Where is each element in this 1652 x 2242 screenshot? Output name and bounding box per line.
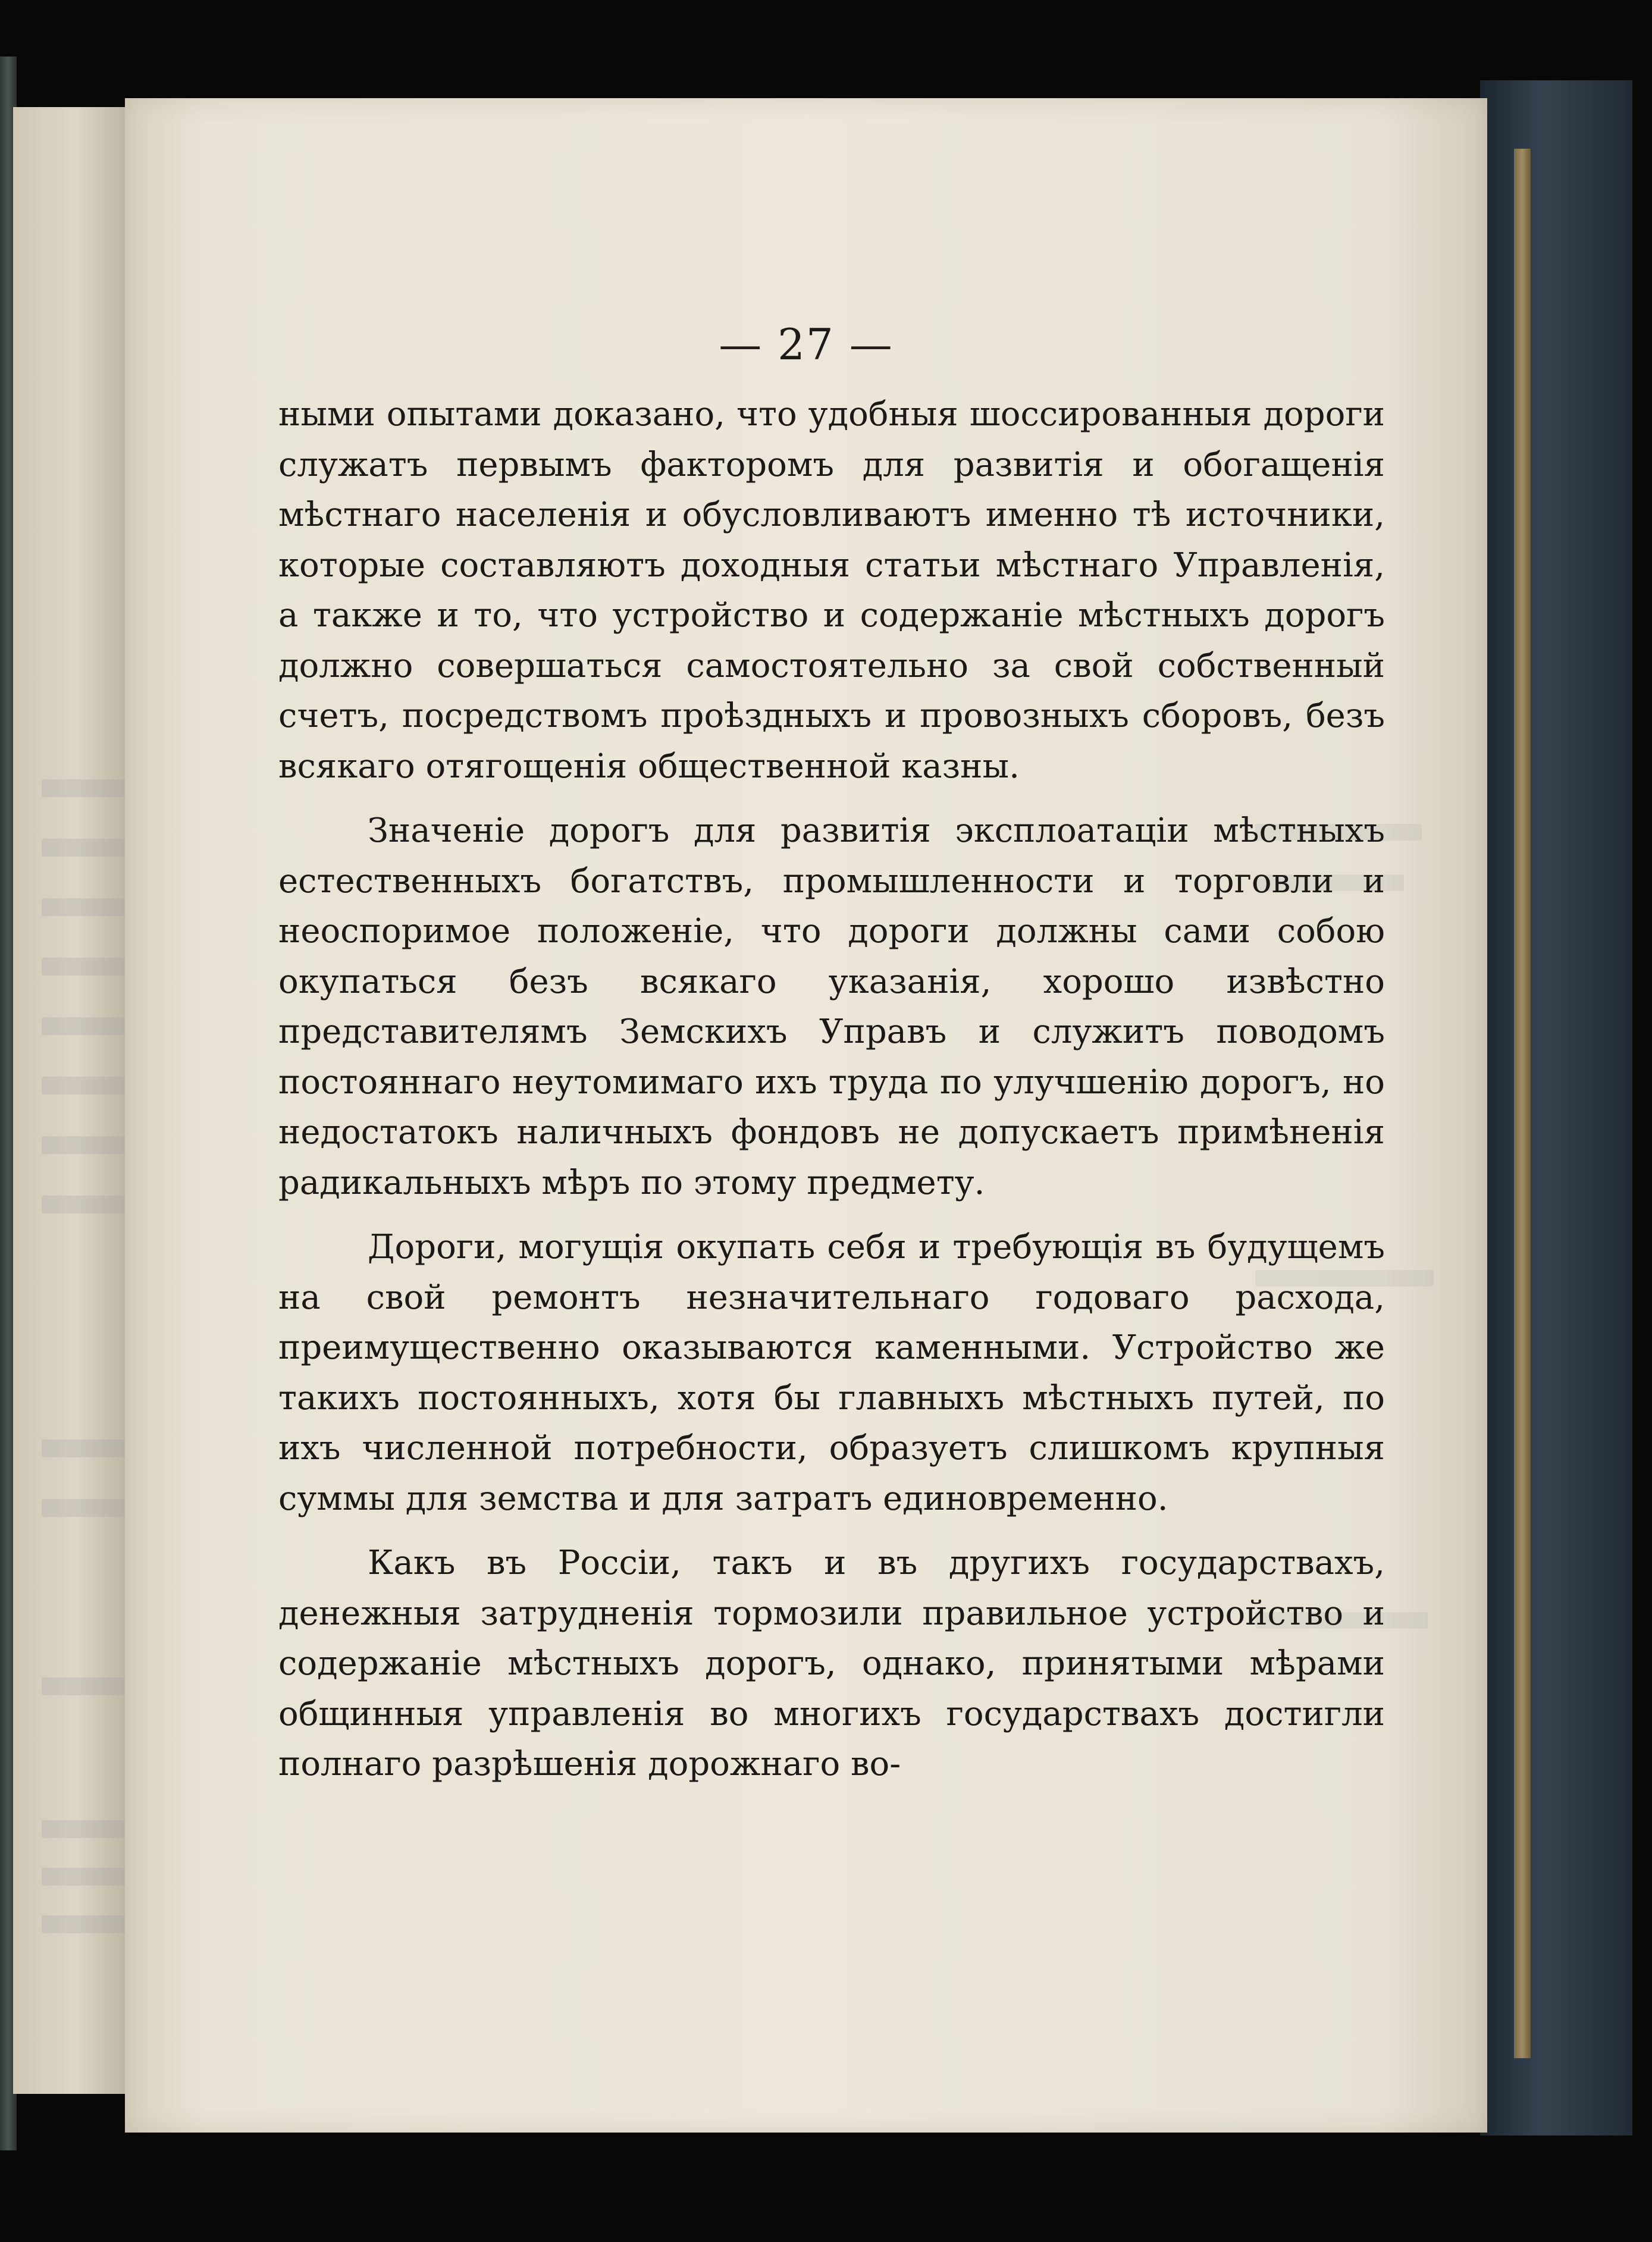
paragraph: ными опытами доказано, что удобныя шоссированныя дороги служатъ первымъ факторомъ для развитія и обогащенія мѣстнаго населенія и обусловливаютъ именно тѣ источники, которые составляютъ доходныя статьи мѣстнаго Управленія, а также и то, что устройство и содержаніе мѣстныхъ дорогъ должно совершаться самостоятельно за свой собственный счетъ, посредствомъ проѣздныхъ и провозныхъ сборовъ, безъ всякаго отягощенія общественной казны. — [278, 395, 1385, 786]
ghost-text-line — [42, 1677, 127, 1695]
ghost-text-line — [42, 1915, 127, 1933]
ghost-text-line — [42, 779, 127, 797]
ghost-text-line — [42, 1136, 127, 1154]
ghost-text-line — [42, 1196, 127, 1213]
page-block-edge — [1514, 149, 1531, 2058]
ghost-text-line — [42, 1820, 127, 1838]
ghost-text-line — [42, 1077, 127, 1095]
ghost-text-line — [42, 898, 127, 916]
page-number: — 27 — — [719, 319, 894, 369]
previous-page-edge — [13, 107, 127, 2094]
body-text — [278, 390, 1385, 1804]
ghost-text-line — [42, 958, 127, 976]
paragraph: Какъ въ Россіи, такъ и въ другихъ государствахъ, денежныя затрудненія тормозили правильное устройство и содержаніе мѣстныхъ дорогъ, однако, принятыми мѣрами общинныя управленія во многихъ государствахъ достигли полнаго разрѣшенія дорожнаго во- — [278, 1544, 1385, 1783]
ghost-text-line — [42, 1499, 127, 1517]
paragraph: Значеніе дорогъ для развитія эксплоатаціи мѣстныхъ естественныхъ богатствъ, промышленности и торговли и неоспоримое положеніе, что дороги должны сами собою окупаться безъ всякаго указанія, хорошо извѣстно представителямъ Земскихъ Управъ и служитъ поводомъ постояннаго неутомимаго ихъ труда по улучшенію дорогъ, но недостатокъ наличныхъ фондовъ не допускаетъ примѣненія радикальныхъ мѣръ по этому предмету. — [278, 811, 1385, 1202]
ghost-text-line — [42, 1017, 127, 1035]
ghost-text-line — [42, 839, 127, 857]
book-page — [125, 98, 1487, 2133]
paragraph: Дороги, могущія окупать себя и требующія въ будущемъ на свой ремонтъ незначительнаго годоваго расхода, преимущественно оказываются каменными. Устройство же такихъ постоянныхъ, хотя бы главныхъ мѣстныхъ путей, по ихъ численной потребности, образуетъ слишкомъ крупныя суммы для земства и для затратъ единовременно. — [278, 1228, 1385, 1518]
ghost-text-line — [42, 1868, 127, 1886]
ghost-text-line — [42, 1440, 127, 1457]
book-cover-board — [1480, 80, 1632, 2136]
